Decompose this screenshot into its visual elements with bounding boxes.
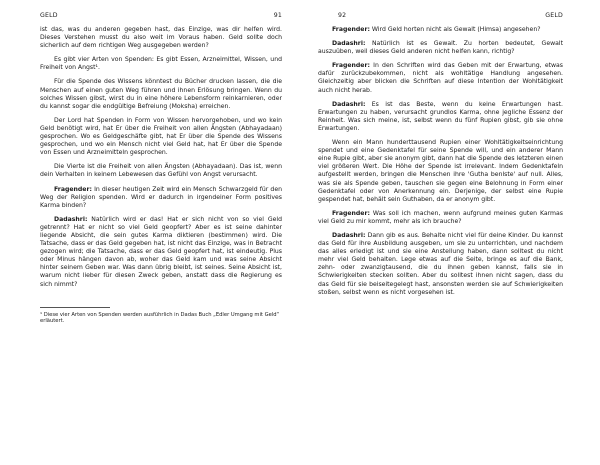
dialogue-text: Es ist das Beste, wenn du keine Erwartungen hast. Erwartungen zu haben, verursacht grundlos Karma, ohne jegliche Essenz der Reinheit. Was sich meine, ist, selbst wenn du fünf Rupien gibst, gib sie ohne Erwartungen. xyxy=(318,100,563,132)
dialogue-paragraph xyxy=(318,210,563,226)
speaker-label: Fragender: xyxy=(332,62,370,70)
footnote-divider xyxy=(40,307,110,308)
speaker-label: Fragender: xyxy=(332,209,370,217)
dialogue-text: Natürlich ist es Gewalt. Zu horten bedeutet, Gewalt auszuüben, weil dieses Geld anderen nicht helfen kann, richtig? xyxy=(318,40,563,56)
speaker-label: Dadashri: xyxy=(332,100,366,108)
dialogue-paragraph xyxy=(40,216,282,289)
dialogue-paragraph xyxy=(318,40,563,56)
footnote: ¹ Diese vier Arten von Spenden werden ausführlich in Dadas Buch „Edler Umgang mit Geld“ erläutert. xyxy=(40,311,280,325)
left-running-title: GELD xyxy=(40,12,58,19)
paragraph: Der Lord hat Spenden in Form von Wissen hervorgehoben, und wo kein Geld benötigt wird, hat Er über die Freiheit von allen Ängsten (Abhayadaan) gesprochen. Wo es Geldgeschäfte gibt, hat Er über die Spende des Wissens gesprochen, und wo ein Mensch nicht viel Geld hat, hat Er über die Spende von Essen und Arzneimitteln gesprochen. xyxy=(40,116,282,157)
dialogue-text: Was soll ich machen, wenn aufgrund meines guten Karmas viel Geld zu mir kommt, mehr als ich brauche? xyxy=(318,209,563,225)
dialogue-paragraph xyxy=(40,186,282,210)
paragraph: Für die Spende des Wissens könntest du Bücher drucken lassen, die die Menschen auf einen guten Weg führen und ihnen Erlösung bringen. Wenn du solches Wissen gibst, wirst du in eine höhere Lebensform reinkarnieren, oder du kannst sogar die endgültige Befreiung (Moksha) erreichen. xyxy=(40,78,282,110)
dialogue-paragraph xyxy=(318,62,563,94)
dialogue-text: Natürlich wird er das! Hat er sich nicht von so viel Geld getrennt? Hat er nicht so viel Geld geopfert? Aber es ist seine dahinter liegende Absicht, die sein gutes Karma diktieren (bestimmen) wird. Die Tatsache, dass er das Geld gegeben hat, ist nicht das Einzige, was in Betracht gezogen wird; die Tatsache, dass er das Geld geopfert hat, ist eindeutig. Plus oder Minus hängen davon ab, woher das Geld kam und was seine Absicht hinter seinem Geben war. Was dann übrig bleibt, ist seines. Seine Absicht ist, warum nicht lieber für diesen Zweck geben, anstatt dass die Regierung es sich nimmt? xyxy=(40,215,282,288)
right-page xyxy=(300,0,600,465)
dialogue-text: Dann gib es aus. Behalte nicht viel für deine Kinder. Du kannst das Geld für ihre Ausbildung ausgeben, um sie zu unterrichten, und nachdem das alles erledigt ist und sie eine Anstellung haben, dann solltest du nicht mehr viel Geld behalten. Lege etwas auf die Seite, bringe es auf die Bank, zehn- oder zwanzigtausend, die du ihnen geben kannst, falls sie in Schwierigkeiten stecken sollten. Aber du solltest ihnen nicht sagen, dass du das Geld für sie beiseitegelegt hast, ansonsten werden sie auf Schwierigkeiten stoßen, selbst wenn es nicht vorgesehen ist. xyxy=(318,231,563,296)
dialogue-text: In den Schriften wird das Geben mit der Erwartung, etwas dafür zurückzubekommen, nicht als wohltätige Handlung angesehen. Gleichzeitig aber blicken die Schriften auf diese Intention der Wohltätigkeit auch nicht herab. xyxy=(318,62,563,94)
speaker-label: Dadashri: xyxy=(332,231,366,239)
right-running-title: GELD xyxy=(545,12,563,19)
right-page-header xyxy=(318,12,563,19)
right-page-number: 92 xyxy=(338,12,347,19)
speaker-label: Fragender: xyxy=(54,185,92,193)
left-page-number: 91 xyxy=(273,12,282,19)
dialogue-text: In dieser heutigen Zeit wird ein Mensch Schwarzgeld für den Weg der Religion spenden. Wird er dadurch in irgendeiner Form positives Karma binden? xyxy=(40,185,282,209)
paragraph: ist das, was du anderen gegeben hast, das Einzige, was dir helfen wird. Dieses Verstehen musst du also weit im Voraus haben. Geld sollte doch sicherlich auf dem richtigen Weg ausgegeben werden? xyxy=(40,26,282,50)
dialogue-paragraph xyxy=(318,101,563,133)
dialogue-text: Wird Geld horten nicht als Gewalt (Himsa) angesehen? xyxy=(369,26,541,33)
speaker-label: Dadashri: xyxy=(54,215,88,223)
speaker-label: Dadashri: xyxy=(332,40,366,48)
paragraph: Wenn ein Mann hunderttausend Rupien einer Wohltätigkeitseinrichtung spendet und eine Gedenktafel für seine Spende will, und ein anderer Mann eine Rupie gibt, aber sie anonym gibt, dann hat die Spende des letzteren einen viel größeren Wert. Die Höhe der Spende ist irrelevant. Indem Gedenktafeln aufgestellt werden, bringen die Menschen ihre 'Gutha benlste' auf null. Alles, was sie als Spende geben, tauschen sie gegen eine Belohnung in Form einer Gedenktafel oder von Anerkennung ein. Derjenige, der selbst eine Rupie gespendet hat, behält sein Guthaben, da er anonym gibt. xyxy=(318,139,563,203)
speaker-label: Fragender: xyxy=(332,26,370,33)
dialogue-paragraph xyxy=(318,232,563,297)
paragraph: Die Vierte ist die Freiheit von allen Ängsten (Abhayadaan). Das ist, wenn dein Verhalten in keinem Lebewesen das Gefühl von Angst verursacht. xyxy=(40,163,282,179)
left-page-header xyxy=(40,12,282,19)
paragraph: Es gibt vier Arten von Spenden: Es gibt Essen, Arzneimittel, Wissen, und Freiheit von Angst¹. xyxy=(40,56,282,72)
dialogue-paragraph xyxy=(318,26,563,34)
